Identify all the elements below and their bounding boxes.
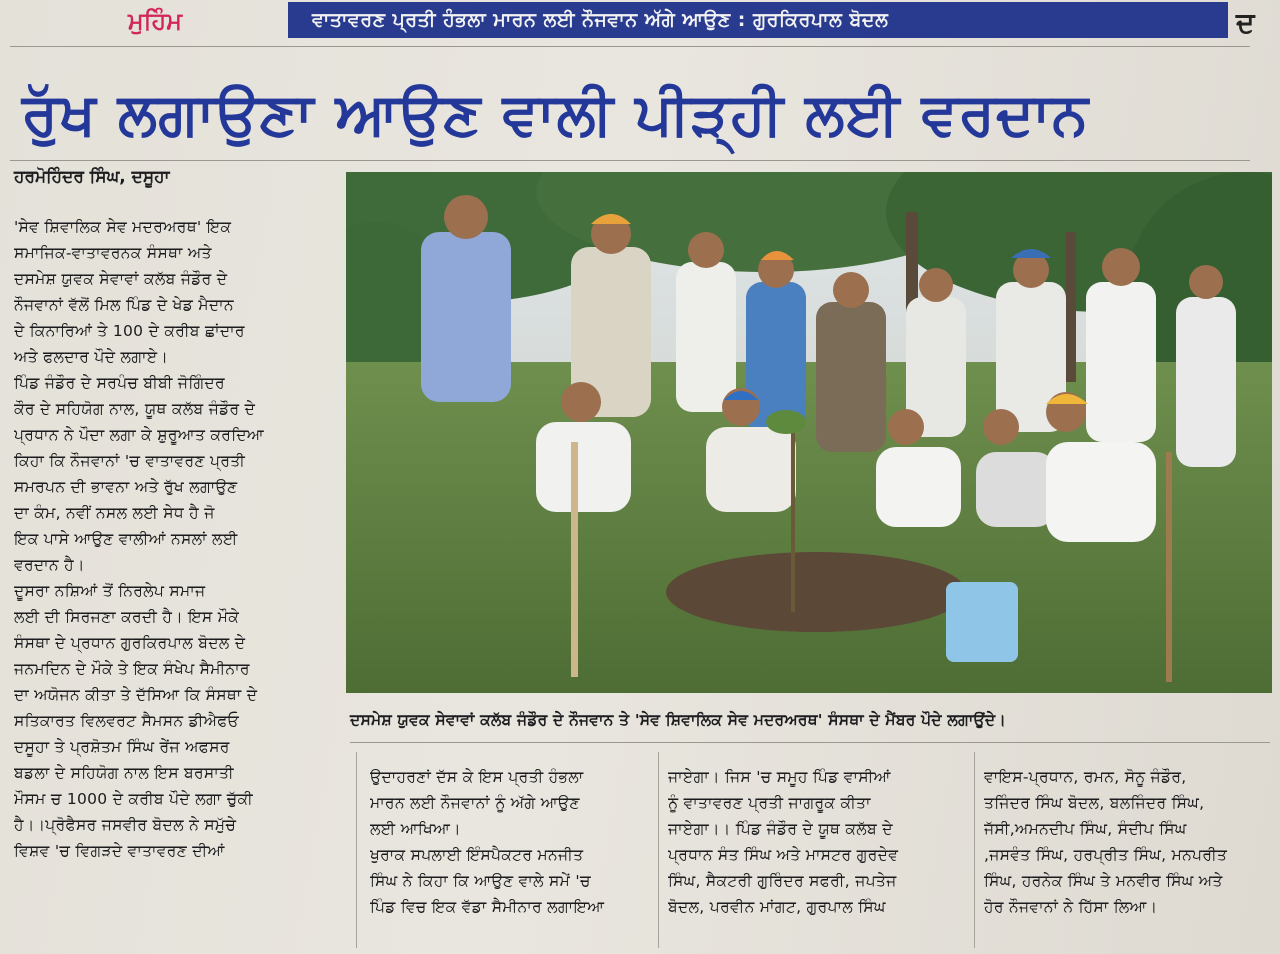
article-line: ,ਜਸਵੰਤ ਸਿੰਘ, ਹਰਪ੍ਰੀਤ ਸਿੰਘ, ਮਨਪਰੀਤ bbox=[984, 846, 1228, 864]
divider bbox=[350, 742, 1270, 743]
article-line: ਬਡਲਾ ਦੇ ਸਹਿਯੋਗ ਨਾਲ ਇਸ ਬਰਸਾਤੀ bbox=[14, 764, 234, 782]
article-column-3 bbox=[668, 764, 968, 920]
article-line: ਦਾ ਕੰਮ, ਨਵੀਂ ਨਸਲ ਲਈ ਸੇਧ ਹੈ ਜੋ bbox=[14, 504, 215, 522]
article-line: ਪਿੰਡ ਵਿਚ ਇਕ ਵੱਡਾ ਸੈਮੀਨਾਰ ਲਗਾਇਆ bbox=[370, 898, 605, 916]
article-column-2 bbox=[370, 764, 648, 920]
article-line: ਖੁਰਾਕ ਸਪਲਾਈ ਇੰਸਪੈਕਟਰ ਮਨਜੀਤ bbox=[370, 846, 584, 864]
photo-caption: ਦਸਮੇਸ਼ ਯੁਵਕ ਸੇਵਾਵਾਂ ਕਲੱਬ ਜੰਡੌਰ ਦੇ ਨੌਜਵਾਨ ਤੇ 'ਸੇਵ ਸ਼ਿਵਾਲਿਕ ਸੇਵ ਮਦਰਅਰਥ' ਸੰਸਥਾ ਦੇ ਮੈਂਬਰ ਪੌਦੇ ਲਗਾਉਂਦੇ। bbox=[350, 711, 1006, 729]
article-line: ਉਦਾਹਰਣਾਂ ਦੱਸ ਕੇ ਇਸ ਪ੍ਰਤੀ ਹੰਭਲਾ bbox=[370, 768, 584, 786]
byline: ਹਰਮੋਹਿੰਦਰ ਸਿੰਘ, ਦਸੂਹਾ bbox=[14, 167, 170, 187]
article-line: ਸਿੰਘ, ਹਰਨੇਕ ਸਿੰਘ ਤੇ ਮਨਵੀਰ ਸਿੰਘ ਅਤੇ bbox=[984, 872, 1223, 890]
article-line: ਇਕ ਪਾਸੇ ਆਉਣ ਵਾਲੀਆਂ ਨਸਲਾਂ ਲਈ bbox=[14, 530, 238, 548]
article-line: ਲਈ ਆਖਿਆ। bbox=[370, 820, 461, 838]
article-line: ਦਾ ਅਯੋਜਨ ਕੀਤਾ ਤੇ ਦੱਸਿਆ ਕਿ ਸੰਸਥਾ ਦੇ bbox=[14, 686, 258, 704]
article-line: ਸਿੰਘ ਨੇ ਕਿਹਾ ਕਿ ਆਉਣ ਵਾਲੇ ਸਮੇਂ 'ਚ bbox=[370, 872, 591, 890]
column-rule bbox=[658, 752, 659, 948]
article-line: ਤਜਿੰਦਰ ਸਿੰਘ ਬੋਦਲ, ਬਲਜਿੰਦਰ ਸਿੰਘ, bbox=[984, 794, 1205, 812]
article-line: ਅਤੇ ਫਲਦਾਰ ਪੌਦੇ ਲਗਾਏ। bbox=[14, 348, 169, 366]
news-photo bbox=[346, 172, 1272, 693]
cropped-glyph: ਦ bbox=[1236, 6, 1255, 39]
divider bbox=[10, 160, 1250, 161]
section-strip bbox=[0, 0, 1280, 44]
article-line: ਦਸਮੇਸ਼ ਯੁਵਕ ਸੇਵਾਵਾਂ ਕਲੱਬ ਜੰਡੌਰ ਦੇ bbox=[14, 270, 228, 288]
section-strap: ਵਾਤਾਵਰਣ ਪ੍ਰਤੀ ਹੰਭਲਾ ਮਾਰਨ ਲਈ ਨੌਜਵਾਨ ਅੱਗੇ ਆਉਣ : ਗੁਰਕਿਰਪਾਲ ਬੋਦਲ bbox=[288, 2, 1228, 38]
article-column-4 bbox=[984, 764, 1274, 920]
article-column-1 bbox=[14, 214, 340, 864]
article-line: 'ਸੇਵ ਸ਼ਿਵਾਲਿਕ ਸੇਵ ਮਦਰਅਰਥ' ਇਕ bbox=[14, 218, 232, 236]
column-rule bbox=[356, 752, 357, 948]
article-line: ਕੌਰ ਦੇ ਸਹਿਯੋਗ ਨਾਲ, ਯੂਥ ਕਲੱਬ ਜੰਡੌਰ ਦੇ bbox=[14, 400, 256, 418]
divider bbox=[10, 46, 1250, 47]
article-line: ਹੋਰ ਨੌਜਵਾਨਾਂ ਨੇ ਹਿੱਸਾ ਲਿਆ। bbox=[984, 898, 1158, 916]
article-line: ਪ੍ਰਧਾਨ ਸੰਤ ਸਿੰਘ ਅਤੇ ਮਾਸਟਰ ਗੁਰਦੇਵ bbox=[668, 846, 899, 864]
section-kicker: ਮੁਹਿੰਮ bbox=[128, 7, 183, 35]
article-line: ਬੋਦਲ, ਪਰਵੀਨ ਮਾਂਗਟ, ਗੁਰਪਾਲ ਸਿੰਘ bbox=[668, 898, 886, 916]
article-line: ਸਮਰਪਨ ਦੀ ਭਾਵਨਾ ਅਤੇ ਰੁੱਖ ਲਗਾਉਣ bbox=[14, 478, 238, 496]
article-line: ਦੇ ਕਿਨਾਰਿਆਂ ਤੇ 100 ਦੇ ਕਰੀਬ ਛਾਂਦਾਰ bbox=[14, 322, 245, 340]
article-line: ਹੈ।।ਪ੍ਰੋਫੈਸਰ ਜਸਵੀਰ ਬੋਦਲ ਨੇ ਸਮੁੱਚੇ bbox=[14, 816, 237, 834]
article-line: ਜੱਸੀ,ਅਮਨਦੀਪ ਸਿੰਘ, ਸੰਦੀਪ ਸਿੰਘ bbox=[984, 820, 1187, 838]
article-line: ਵਿਸ਼ਵ 'ਚ ਵਿਗੜਦੇ ਵਾਤਾਵਰਣ ਦੀਆਂ bbox=[14, 842, 225, 860]
column-rule bbox=[974, 752, 975, 948]
article-line: ਜਾਏਗਾ। ਜਿਸ 'ਚ ਸਮੂਹ ਪਿੰਡ ਵਾਸੀਆਂ bbox=[668, 768, 891, 786]
article-line: ਕਿਹਾ ਕਿ ਨੌਜਵਾਨਾਂ 'ਚ ਵਾਤਾਵਰਣ ਪ੍ਰਤੀ bbox=[14, 452, 246, 470]
article-line: ਸਿੰਘ, ਸੈਕਟਰੀ ਗੁਰਿੰਦਰ ਸਫਰੀ, ਜਪਤੇਜ bbox=[668, 872, 897, 890]
article-line: ਮਾਰਨ ਲਈ ਨੌਜਵਾਨਾਂ ਨੂੰ ਅੱਗੇ ਆਉਣ bbox=[370, 794, 580, 812]
article-line: ਦੂਸਰਾ ਨਸ਼ਿਆਂ ਤੋਂ ਨਿਰਲੇਪ ਸਮਾਜ bbox=[14, 582, 206, 600]
article-line: ਨੌਜਵਾਨਾਂ ਵੱਲੋਂ ਮਿਲ ਪਿੰਡ ਦੇ ਖੇਡ ਮੈਦਾਨ bbox=[14, 296, 234, 314]
article-line: ਪਿੰਡ ਜੰਡੌਰ ਦੇ ਸਰਪੰਚ ਬੀਬੀ ਜੋਗਿੰਦਰ bbox=[14, 374, 225, 392]
headline: ਰੁੱਖ ਲਗਾਉਣਾ ਆਉਣ ਵਾਲੀ ਪੀੜ੍ਹੀ ਲਈ ਵਰਦਾਨ bbox=[22, 80, 1090, 148]
article-line: ਸੰਸਥਾ ਦੇ ਪ੍ਰਧਾਨ ਗੁਰਕਿਰਪਾਲ ਬੋਦਲ ਦੇ bbox=[14, 634, 246, 652]
article-line: ਵਾਇਸ-ਪ੍ਰਧਾਨ, ਰਮਨ, ਸੋਨੂ ਜੰਡੌਰ, bbox=[984, 768, 1187, 786]
photo-illustration bbox=[346, 172, 1272, 693]
article-line: ਵਰਦਾਨ ਹੈ। bbox=[14, 556, 85, 574]
article-line: ਮੌਸਮ ਚ 1000 ਦੇ ਕਰੀਬ ਪੌਦੇ ਲਗਾ ਚੁੱਕੀ bbox=[14, 790, 254, 808]
article-line: ਪ੍ਰਧਾਨ ਨੇ ਪੌਦਾ ਲਗਾ ਕੇ ਸ਼ੁਰੂਆਤ ਕਰਦਿਆ bbox=[14, 426, 264, 444]
article-line: ਜਾਏਗਾ।। ਪਿੰਡ ਜੰਡੌਰ ਦੇ ਯੂਥ ਕਲੱਬ ਦੇ bbox=[668, 820, 893, 838]
article-line: ਸਤਿਕਾਰਤ ਵਿਲਵਰਟ ਸੈਮਸਨ ਡੀਐਫਓ bbox=[14, 712, 240, 730]
article-line: ਲਈ ਦੀ ਸਿਰਜਣਾ ਕਰਦੀ ਹੈ। ਇਸ ਮੌਕੇ bbox=[14, 608, 240, 626]
article-line: ਦਸੂਹਾ ਤੇ ਪ੍ਰਸ਼ੋਤਮ ਸਿੰਘ ਰੇਂਜ ਅਫਸਰ bbox=[14, 738, 230, 756]
article-line: ਸਮਾਜਿਕ-ਵਾਤਾਵਰਨਕ ਸੰਸਥਾ ਅਤੇ bbox=[14, 244, 212, 262]
article-line: ਜਨਮਦਿਨ ਦੇ ਮੌਕੇ ਤੇ ਇਕ ਸੰਖੇਪ ਸੈਮੀਨਾਰ bbox=[14, 660, 250, 678]
article-line: ਨੂੰ ਵਾਤਾਵਰਣ ਪ੍ਰਤੀ ਜਾਗਰੂਕ ਕੀਤਾ bbox=[668, 794, 871, 812]
